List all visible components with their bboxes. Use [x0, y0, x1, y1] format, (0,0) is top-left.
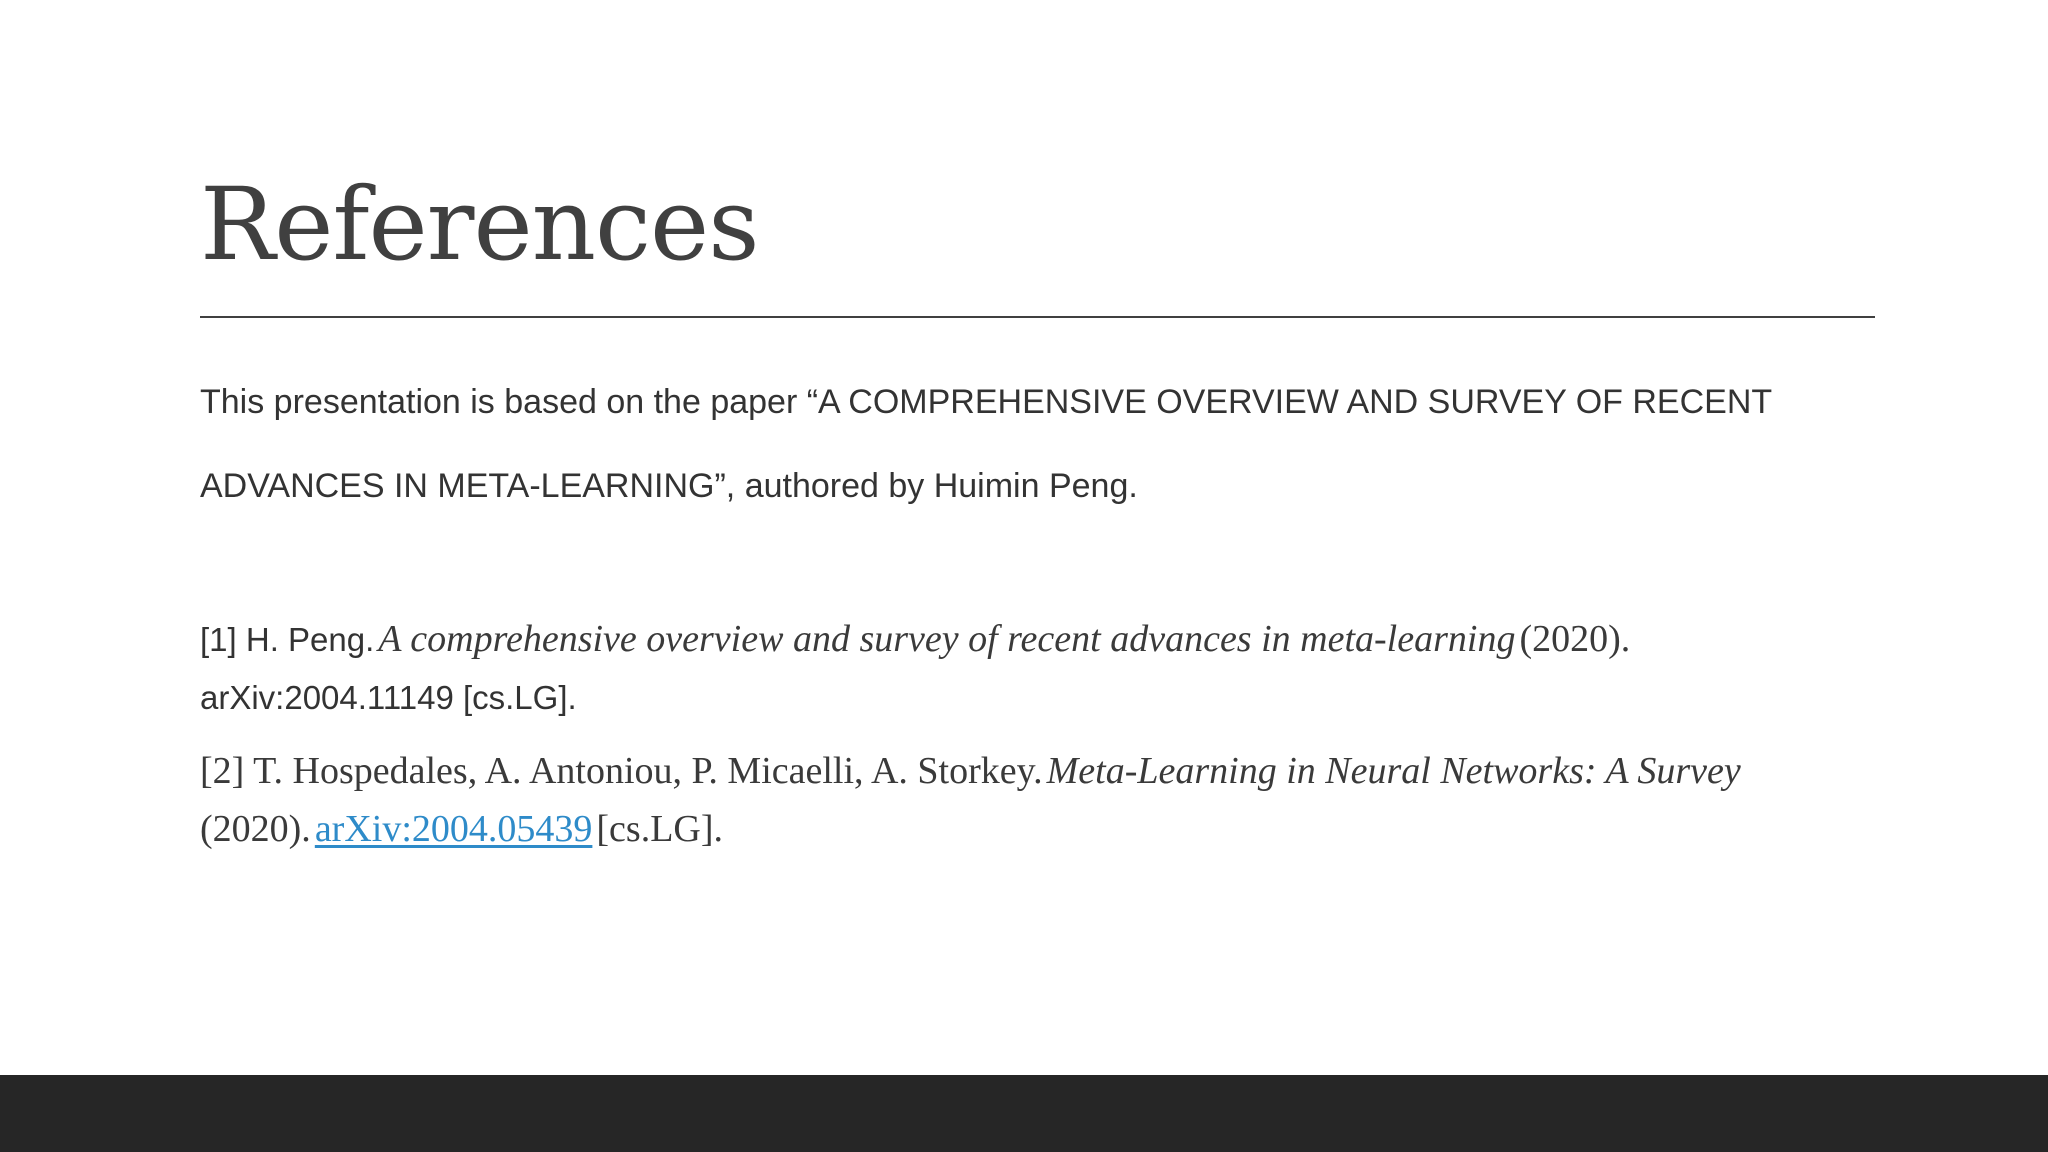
reference-2-category: [cs.LG]. — [596, 808, 724, 850]
intro-line-1: This presentation is based on the paper “A COMPREHENSIVE OVERVIEW AND SURVEY OF RECENT — [200, 383, 1773, 421]
reference-2-year: (2020). — [200, 808, 311, 850]
reference-1-year: (2020). — [1519, 618, 1631, 660]
intro-line-2: ADVANCES IN META-LEARNING”, authored by Huimin Peng. — [200, 467, 1138, 505]
slide-title: References — [200, 166, 759, 283]
reference-2-label: [2] T. Hospedales, A. Antoniou, P. Micaelli, A. Storkey. — [200, 750, 1043, 792]
intro-paragraph — [200, 360, 1860, 528]
reference-1-arxiv: arXiv:2004.11149 [cs.LG]. — [200, 679, 577, 716]
reference-2-title: Meta-Learning in Neural Networks: A Survey — [1046, 750, 1741, 792]
reference-2 — [200, 746, 1880, 862]
reference-1-title: A comprehensive overview and survey of recent advances in meta-learning — [378, 618, 1516, 660]
footer-bar — [0, 1075, 2048, 1152]
reference-1 — [200, 614, 1880, 730]
title-divider — [200, 316, 1875, 318]
reference-1-label: [1] H. Peng. — [200, 621, 375, 658]
reference-2-arxiv-link[interactable]: arXiv:2004.05439 — [314, 808, 593, 850]
